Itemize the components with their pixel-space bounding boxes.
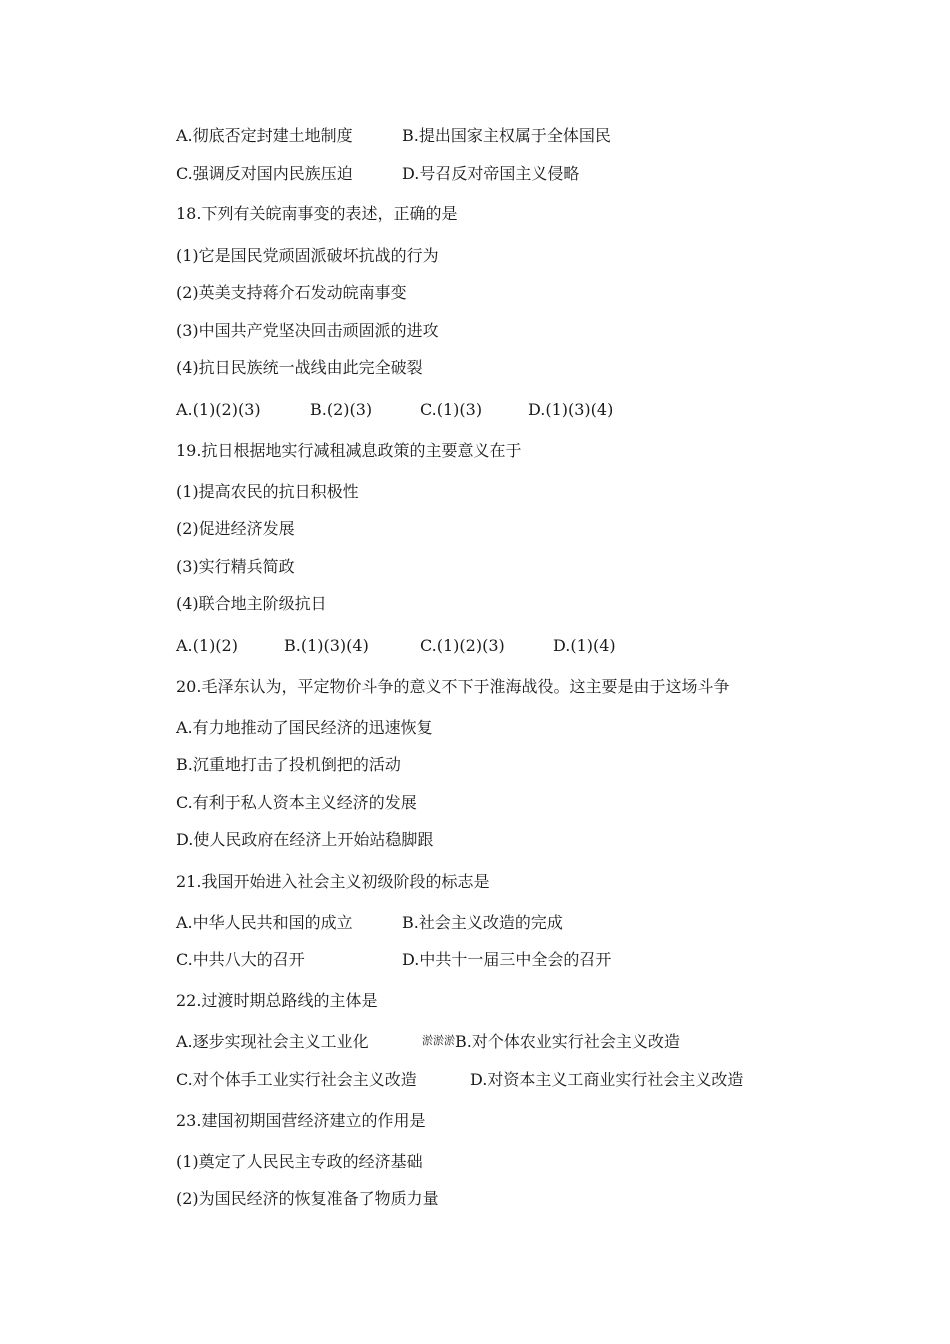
q19-stem: 19.抗日根据地实行减租减息政策的主要意义在于 xyxy=(176,441,522,460)
q18-item-3: (3)中国共产党坚决回击顽固派的进攻 xyxy=(176,321,439,340)
q19-item-1: (1)提高农民的抗日积极性 xyxy=(176,482,359,501)
q21-option-a: A.中华人民共和国的成立 xyxy=(176,913,353,932)
q18-item-4: (4)抗日民族统一战线由此完全破裂 xyxy=(176,358,423,377)
q21-options-row-2 xyxy=(176,950,612,970)
q22-option-d: D.对资本主义工商业实行社会主义改造 xyxy=(470,1070,744,1089)
q21-option-d: D.中共十一届三中全会的召开 xyxy=(402,950,612,969)
q22-option-b: B.对个体农业实行社会主义改造 xyxy=(455,1032,680,1051)
q22-noise-text: 淤淤淤 xyxy=(422,1034,455,1047)
q20-stem: 20.毛泽东认为，平定物价斗争的意义不下于淮海战役。这主要是由于这场斗争 xyxy=(176,677,730,696)
q18-item-2: (2)英美支持蒋介石发动皖南事变 xyxy=(176,283,407,302)
q20-option-b: B.沉重地打击了投机倒把的活动 xyxy=(176,755,401,774)
q17-options-row-2 xyxy=(176,164,580,184)
q20-option-a: A.有力地推动了国民经济的迅速恢复 xyxy=(176,718,433,737)
q18-stem: 18.下列有关皖南事变的表述，正确的是 xyxy=(176,204,458,223)
q17-option-d: D.号召反对帝国主义侵略 xyxy=(402,164,580,183)
q19-option-c: C.(1)(2)(3) xyxy=(420,636,505,655)
q21-option-c: C.中共八大的召开 xyxy=(176,950,305,969)
q18-option-a: A.(1)(2)(3) xyxy=(176,400,261,419)
q19-item-3: (3)实行精兵简政 xyxy=(176,557,295,576)
q19-item-2: (2)促进经济发展 xyxy=(176,519,295,538)
q22-option-a: A.逐步实现社会主义工业化 xyxy=(176,1032,369,1051)
q21-option-b: B.社会主义改造的完成 xyxy=(402,913,563,932)
q19-option-d: D.(1)(4) xyxy=(553,636,616,655)
q18-option-c: C.(1)(3) xyxy=(420,400,483,419)
q21-options-row-1 xyxy=(176,913,563,933)
q17-option-b: B.提出国家主权属于全体国民 xyxy=(402,126,611,145)
q22-option-b-wrap xyxy=(422,1032,680,1054)
q23-item-2: (2)为国民经济的恢复准备了物质力量 xyxy=(176,1189,439,1208)
q21-stem: 21.我国开始进入社会主义初级阶段的标志是 xyxy=(176,872,490,891)
q17-option-a: A.彻底否定封建土地制度 xyxy=(176,126,353,145)
q17-option-c: C.强调反对国内民族压迫 xyxy=(176,164,353,183)
q20-option-d: D.使人民政府在经济上开始站稳脚跟 xyxy=(176,830,434,849)
q22-options-row-2 xyxy=(176,1070,744,1090)
q19-item-4: (4)联合地主阶级抗日 xyxy=(176,594,327,613)
q19-option-b: B.(1)(3)(4) xyxy=(284,636,369,655)
q19-option-a: A.(1)(2) xyxy=(176,636,238,655)
q23-item-1: (1)奠定了人民民主专政的经济基础 xyxy=(176,1152,423,1171)
q18-option-b: B.(2)(3) xyxy=(310,400,373,419)
q22-stem: 22.过渡时期总路线的主体是 xyxy=(176,991,378,1010)
q20-option-c: C.有利于私人资本主义经济的发展 xyxy=(176,793,417,812)
q23-stem: 23.建国初期国营经济建立的作用是 xyxy=(176,1111,426,1130)
q22-option-c: C.对个体手工业实行社会主义改造 xyxy=(176,1070,417,1089)
q18-item-1: (1)它是国民党顽固派破坏抗战的行为 xyxy=(176,246,439,265)
q18-option-d: D.(1)(3)(4) xyxy=(528,400,614,419)
q17-options-row-1 xyxy=(176,126,611,146)
q22-options-row-1 xyxy=(176,1032,680,1052)
